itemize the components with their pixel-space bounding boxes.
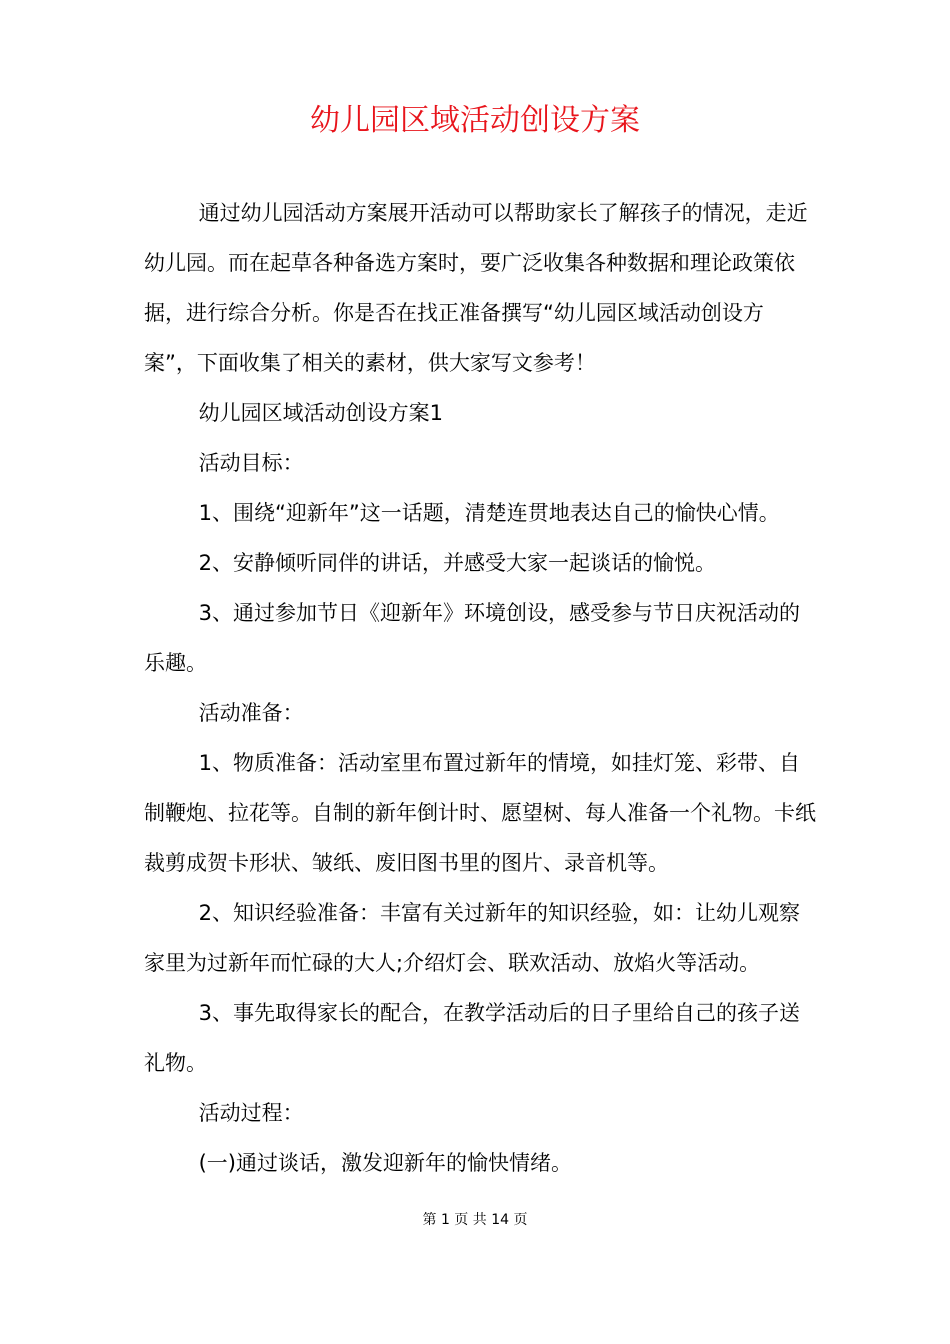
paragraph-prep-2: 2、知识经验准备：丰富有关过新年的知识经验，如：让幼儿观察家里为过新年而忙碌的大人;介绍灯会、联欢活动、放焰火等活动。: [144, 901, 800, 975]
document-body: [144, 188, 816, 1188]
paragraph-goals-heading: 活动目标：: [198, 451, 304, 475]
paragraph-prep-heading: 活动准备：: [198, 701, 304, 725]
document-title: 幼儿园区域活动创设方案: [310, 103, 640, 138]
paragraph-goal-2: 2、安静倾听同伴的讲话，并感受大家一起谈话的愉悦。: [198, 551, 716, 575]
paragraph-section-heading: 幼儿园区域活动创设方案1: [198, 401, 443, 425]
paragraph-intro: 通过幼儿园活动方案展开活动可以帮助家长了解孩子的情况，走近幼儿园。而在起草各种备选方案时，要广泛收集各种数据和理论政策依据，进行综合分析。你是否在找正准备撰写“幼儿园区域活动创设方案”，下面收集了相关的素材，供大家写文参考！: [144, 201, 808, 375]
paragraph-prep-1: 1、物质准备：活动室里布置过新年的情境，如挂灯笼、彩带、自制鞭炮、拉花等。自制的新年倒计时、愿望树、每人准备一个礼物。卡纸裁剪成贺卡形状、皱纸、废旧图书里的图片、录音机等。: [144, 751, 816, 875]
paragraph-goal-1: 1、围绕“迎新年”这一话题，清楚连贯地表达自己的愉快心情。: [198, 501, 780, 525]
paragraph-goal-3: 3、通过参加节日《迎新年》环境创设，感受参与节日庆祝活动的乐趣。: [144, 601, 800, 675]
paragraph-process-heading: 活动过程：: [198, 1101, 304, 1125]
paragraph-prep-3: 3、事先取得家长的配合，在教学活动后的日子里给自己的孩子送礼物。: [144, 1001, 800, 1075]
page-footer: 第 1 页 共 14 页: [422, 1212, 528, 1228]
paragraph-process-1: (一)通过谈话，激发迎新年的愉快情绪。: [198, 1151, 572, 1175]
